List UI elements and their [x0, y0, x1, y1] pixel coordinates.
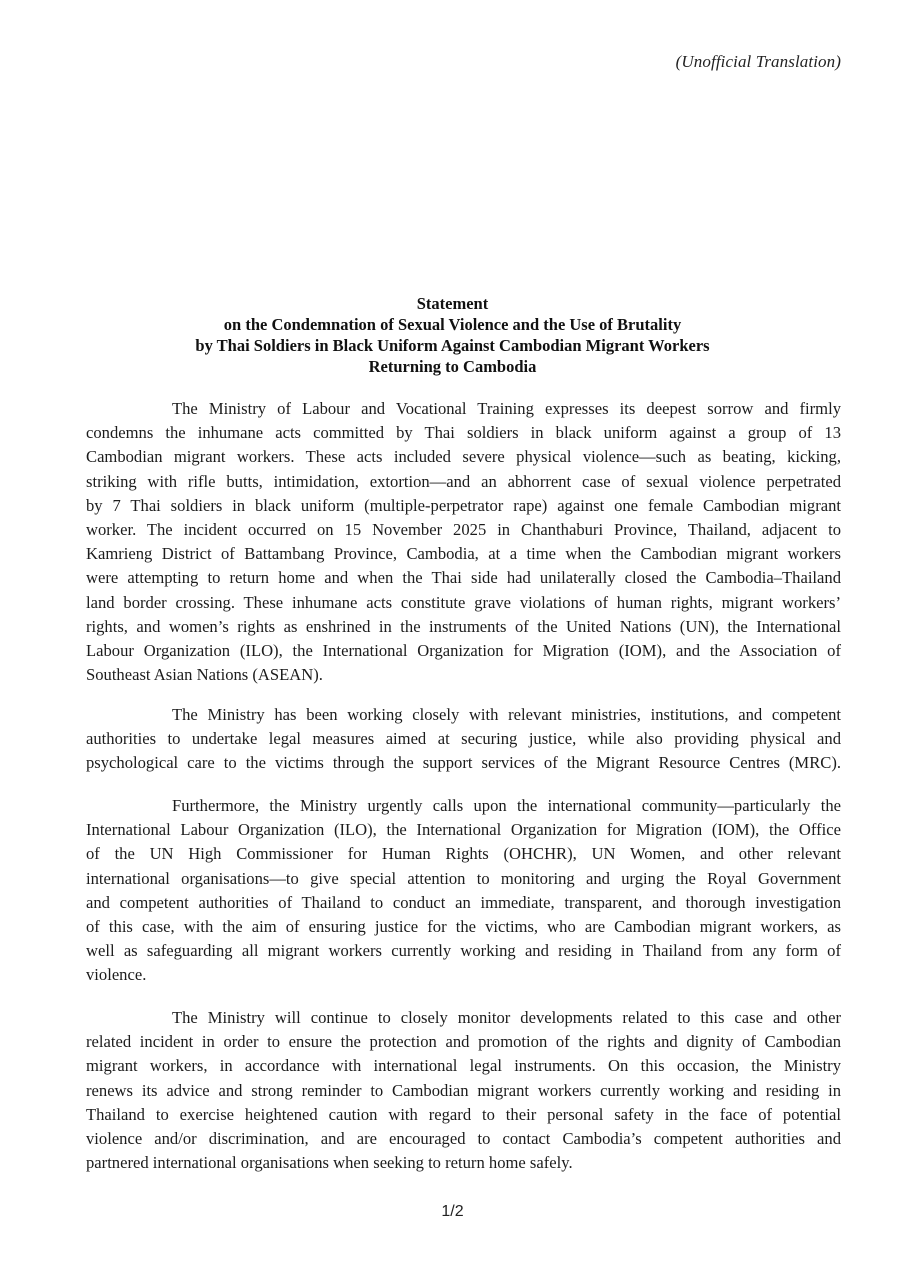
text-line: of this case, with the aim of ensuring justice for the victims, who are Cambodian migrant workers, as: [86, 916, 841, 936]
text-line: The Ministry will continue to closely monitor developments related to this case and other: [172, 1008, 841, 1027]
text-line: violence and/or discrimination, and are encouraged to contact Cambodia’s competent authorities and: [86, 1128, 841, 1148]
translation-note: (Unofficial Translation): [675, 52, 841, 71]
text-line: land border crossing. These inhumane acts constitute grave violations of human rights, migrant workers’: [86, 592, 841, 612]
text-line: The Ministry has been working closely with relevant ministries, institutions, and competent: [172, 705, 841, 724]
text-line: condemns the inhumane acts committed by Thai soldiers in black uniform against a group of 13: [86, 423, 841, 443]
text-line: rights, and women’s rights as enshrined in the instruments of the United Nations (UN), the International: [86, 616, 841, 636]
title-line: Returning to Cambodia: [368, 357, 537, 376]
title-line: by Thai Soldiers in Black Uniform Against Cambodian Migrant Workers: [195, 336, 710, 355]
text-line: Cambodian migrant workers. These acts included severe physical violence—such as beating, kicking,: [86, 447, 841, 467]
page-number: 1/2: [441, 1203, 464, 1220]
text-line: worker. The incident occurred on 15 November 2025 in Chanthaburi Province, Thailand, adjacent to: [86, 519, 841, 539]
title-line: Statement: [416, 294, 489, 313]
text-line: well as safeguarding all migrant workers currently working and residing in Thailand from any form of: [86, 941, 841, 961]
text-line: The Ministry of Labour and Vocational Training expresses its deepest sorrow and firmly: [172, 399, 841, 418]
body-paragraph-international-call: [86, 794, 841, 988]
text-line: violence.: [86, 965, 147, 985]
text-line: of the UN High Commissioner for Human Rights (OHCHR), UN Women, and other relevant: [86, 844, 841, 864]
text-line: striking with rifle butts, intimidation, extortion—and an abhorrent case of sexual violence perpetrated: [86, 471, 841, 491]
title-line: on the Condemnation of Sexual Violence and the Use of Brutality: [223, 315, 682, 334]
text-line: psychological care to the victims through the support services of the Migrant Resource Centres (MRC).: [86, 753, 841, 773]
text-line: and competent authorities of Thailand to conduct an immediate, transparent, and thorough investigation: [86, 892, 841, 912]
body-paragraph-condemnation: [86, 397, 841, 687]
text-line: Thailand to exercise heightened caution with regard to their personal safety in the face of potential: [86, 1104, 841, 1124]
text-line: Labour Organization (ILO), the International Organization for Migration (IOM), and the Association of: [86, 640, 841, 660]
text-line: International Labour Organization (ILO), the International Organization for Migration (IOM), the Office: [86, 820, 841, 840]
text-line: authorities to undertake legal measures aimed at securing justice, while also providing physical and: [86, 729, 841, 749]
text-line: Southeast Asian Nations (ASEAN).: [86, 665, 323, 685]
text-line: related incident in order to ensure the protection and promotion of the rights and dignity of Cambodian: [86, 1032, 841, 1052]
text-line: migrant workers, in accordance with international legal instruments. On this occasion, the Ministry: [86, 1056, 841, 1076]
body-paragraph-legal-measures: [86, 703, 841, 776]
text-line: international organisations—to give special attention to monitoring and urging the Royal Government: [86, 868, 841, 888]
text-line: Kamrieng District of Battambang Province, Cambodia, at a time when the Cambodian migrant workers: [86, 544, 841, 564]
text-line: were attempting to return home and when the Thai side had unilaterally closed the Cambodia–Thailand: [86, 568, 841, 588]
text-line: partnered international organisations when seeking to return home safely.: [86, 1153, 573, 1173]
text-line: renews its advice and strong reminder to Cambodian migrant workers currently working and residing in: [86, 1080, 841, 1100]
text-line: by 7 Thai soldiers in black uniform (multiple-perpetrator rape) against one female Cambodian migrant: [86, 495, 841, 515]
statement-title: [0, 293, 905, 377]
body-paragraph-monitoring-advice: [86, 1006, 841, 1175]
text-line: Furthermore, the Ministry urgently calls upon the international community—particularly the: [172, 796, 841, 815]
